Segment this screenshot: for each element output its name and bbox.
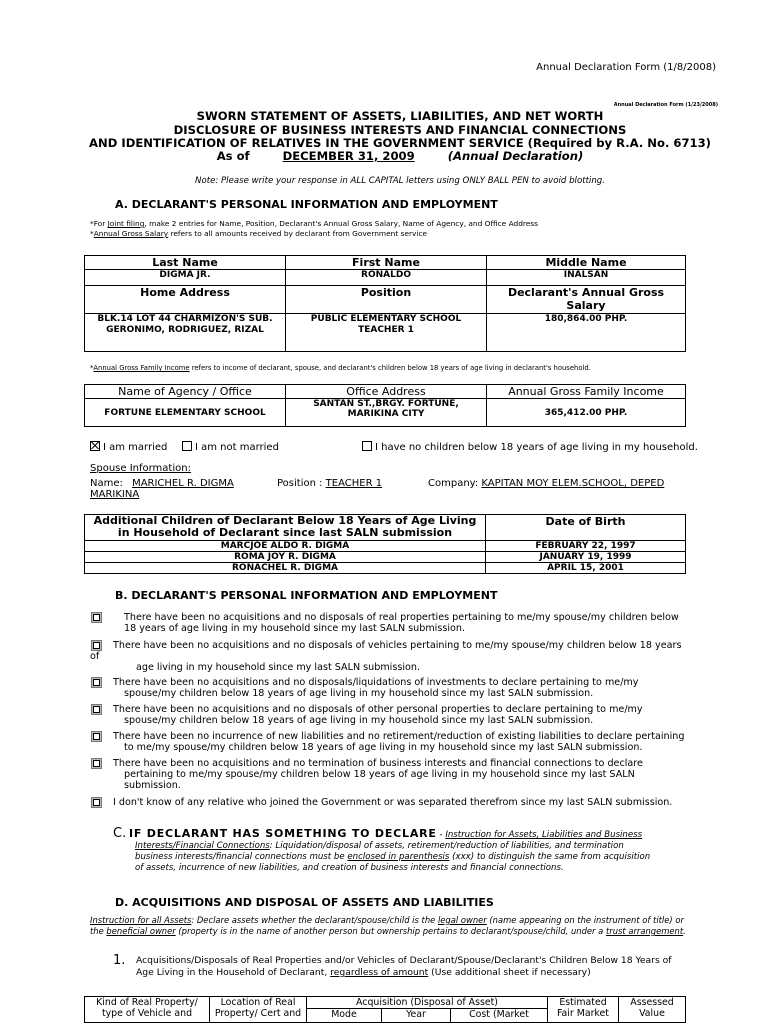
header-last-name: Last Name: [85, 256, 286, 270]
joint-filing-note: *For Joint filing, make 2 entries for Name, Position, Declarant's Annual Gross Salary, Name of Agency, and Office Address: [90, 219, 539, 228]
section-c-letter: C.: [113, 826, 127, 841]
table-row: [85, 541, 686, 552]
child-name: MARCJOE ALDO R. DIGMA: [85, 541, 486, 552]
empty-box-icon[interactable]: [362, 441, 372, 451]
title-line-3: AND IDENTIFICATION OF RELATIVES IN THE GOVERNMENT SERVICE (Required by R.A. No. 6713): [89, 136, 711, 150]
checkbox-icon[interactable]: [91, 731, 102, 742]
table-row: [85, 552, 686, 563]
item-vehicles-of: of: [90, 651, 100, 662]
checkbox-icon[interactable]: [91, 640, 102, 651]
first-name-value: RONALDO: [286, 270, 487, 286]
office-address-value: SANTAN ST.,BRGY. FORTUNE, MARIKINA CITY: [286, 399, 487, 427]
form-label-small: Annual Declaration Form (1/23/2008): [613, 102, 718, 108]
header-cost: Cost (Market: [451, 1009, 548, 1023]
item-description: Acquisitions/Disposals of Real Properties and/or Vehicles of Declarant/Spouse/Declarant's Children Below 18 Years of Age Living in the Household of Declarant, regardless of amount (Use additional sheet if necessary): [136, 955, 672, 978]
child-name: RONACHEL R. DIGMA: [85, 563, 486, 574]
spouse-company-cont: MARIKINA: [90, 489, 140, 500]
header-annual-salary: Declarant's Annual Gross Salary: [487, 286, 686, 314]
header-first-name: First Name: [286, 256, 487, 270]
as-of-suffix: (Annual Declaration): [447, 149, 584, 163]
agency-value: FORTUNE ELEMENTARY SCHOOL: [85, 399, 286, 427]
item-vehicles-cont: age living in my household since my last SALN submission.: [136, 662, 421, 673]
header-position: Position: [286, 286, 487, 314]
table-row: [85, 563, 686, 574]
header-kind: Kind of Real Property/ type of Vehicle and: [85, 997, 210, 1023]
middle-name-value: INALSAN: [487, 270, 686, 286]
section-c-block: C. IF DECLARANT HAS SOMETHING TO DECLARE - Instruction for Assets, Liabilities and Business Interests/Financial Connections: Liquidation/disposal of assets, retirement/reduction of liabilities, and termination business interests/financial connections must be enclosed in parenthesis (xxx) to distinguish the same from acquisition of assets, incurrence of new liabilities, and creation of business interests and financial connections.: [113, 826, 651, 873]
header-office-address: Office Address: [286, 385, 487, 399]
last-name-value: DIGMA JR.: [85, 270, 286, 286]
checkbox-icon[interactable]: [91, 612, 102, 623]
item-vehicles: There have been no acquisitions and no disposals of vehicles pertaining to me/my spouse/my children below 18 years: [113, 640, 682, 651]
header-year: Year: [382, 1009, 451, 1023]
as-of-label: As of: [216, 149, 250, 163]
position-value: PUBLIC ELEMENTARY SCHOOL TEACHER 1: [286, 314, 487, 352]
section-a-title: A. DECLARANT'S PERSONAL INFORMATION AND EMPLOYMENT: [115, 198, 498, 211]
not-married-checkbox[interactable]: I am not married: [182, 441, 279, 453]
married-checkbox[interactable]: I am married: [90, 441, 167, 453]
checked-box-icon[interactable]: [90, 441, 100, 451]
spouse-heading: Spouse Information:: [90, 463, 191, 474]
gross-salary-note: *Annual Gross Salary refers to all amounts received by declarant from Government service: [90, 229, 428, 238]
agency-table: [84, 384, 686, 427]
child-dob: FEBRUARY 22, 1997: [486, 541, 686, 552]
form-label: Annual Declaration Form (1/8/2008): [536, 62, 716, 73]
item-investments: There have been no acquisitions and no disposals/liquidations of investments to declare pertaining to me/my spouse/my children below 18 years of age living in my household since my last SALN submission.: [113, 677, 639, 699]
checkbox-icon[interactable]: [91, 758, 102, 769]
title-line-1: SWORN STATEMENT OF ASSETS, LIABILITIES, AND NET WORTH: [196, 109, 604, 123]
empty-box-icon[interactable]: [182, 441, 192, 451]
item-personal-properties: There have been no acquisitions and no disposals of other personal properties to declare pertaining to me/my spouse/my children below 18 years of age living in my household since my last SALN submission.: [113, 704, 643, 726]
header-home-address: Home Address: [85, 286, 286, 314]
child-name: ROMA JOY R. DIGMA: [85, 552, 486, 563]
section-c-title: IF DECLARANT HAS SOMETHING TO DECLARE: [128, 827, 437, 840]
header-mode: Mode: [307, 1009, 382, 1023]
checkbox-icon[interactable]: [91, 797, 102, 808]
section-d-instruction: Instruction for all Assets: Declare assets whether the declarant/spouse/child is the legal owner (name appearing on the instrument of title) or the beneficial owner (property is in the name of another person but ownership pertains to declarant/spouse/child, under a trust arrangement.: [90, 915, 686, 936]
home-address-value: BLK.14 LOT 44 CHARMIZON'S SUB. GERONIMO, RODRIGUEZ, RIZAL: [85, 314, 286, 352]
header-date-of-birth: Date of Birth: [486, 515, 686, 541]
checkbox-icon[interactable]: [91, 677, 102, 688]
section-d-title: D. ACQUISITIONS AND DISPOSAL OF ASSETS AND LIABILITIES: [115, 896, 494, 909]
spouse-company: KAPITAN MOY ELEM.SCHOOL, DEPED: [481, 478, 665, 489]
spouse-company-line: Company: KAPITAN MOY ELEM.SCHOOL, DEPED: [428, 478, 665, 489]
title-line-2: DISCLOSURE OF BUSINESS INTERESTS AND FINANCIAL CONNECTIONS: [173, 123, 627, 137]
family-income-value: 365,412.00 PHP.: [487, 399, 686, 427]
item-relatives: I don't know of any relative who joined the Government or was separated therefrom since my last SALN submission.: [113, 797, 673, 808]
as-of-date: DECEMBER 31, 2009: [282, 149, 415, 163]
header-middle-name: Middle Name: [487, 256, 686, 270]
header-children: Additional Children of Declarant Below 18 Years of Age Living in Household of Declarant since last SALN submission: [85, 515, 486, 541]
header-agency: Name of Agency / Office: [85, 385, 286, 399]
personal-info-table: [84, 255, 686, 352]
no-children-checkbox[interactable]: I have no children below 18 years of age living in my household.: [362, 441, 698, 453]
child-dob: APRIL 15, 2001: [486, 563, 686, 574]
item-business-interests: There have been no acquisitions and no termination of business interests and financial connections to declare pertaining to me/my spouse/my children below 18 years of age living in my household since my last SALN submission.: [113, 758, 643, 791]
header-fair-market: Estimated Fair Market: [548, 997, 619, 1023]
section-b-title: B. DECLARANT'S PERSONAL INFORMATION AND EMPLOYMENT: [115, 589, 498, 602]
acquisitions-table: [84, 996, 686, 1023]
header-family-income: Annual Gross Family Income: [487, 385, 686, 399]
item-real-properties: There have been no acquisitions and no disposals of real properties pertaining to me/my spouse/my children below 18 years of age living in my household since my last SALN submission.: [124, 612, 679, 634]
checkbox-icon[interactable]: [91, 704, 102, 715]
ballpen-note: Note: Please write your response in ALL CAPITAL letters using ONLY BALL PEN to avoid blotting.: [195, 176, 605, 186]
child-dob: JANUARY 19, 1999: [486, 552, 686, 563]
spouse-name-line: Name: MARICHEL R. DIGMA: [90, 478, 242, 489]
spouse-position: TEACHER 1: [325, 478, 383, 489]
spouse-name: MARICHEL R. DIGMA: [132, 478, 234, 489]
header-assessed: Assessed Value: [619, 997, 686, 1023]
spouse-position-line: Position : TEACHER 1: [277, 478, 386, 489]
header-acquisition: Acquisition (Disposal of Asset): [307, 997, 548, 1009]
annual-salary-value: 180,864.00 PHP.: [487, 314, 686, 352]
header-location: Location of Real Property/ Cert and: [210, 997, 307, 1023]
item-number: 1.: [113, 953, 126, 968]
as-of-line: [0, 150, 768, 163]
children-table: [84, 514, 686, 574]
item-liabilities: There have been no incurrence of new liabilities and no retirement/reduction of existing liabilities to declare pertaining to me/my spouse/my children below 18 years of age living in my household since my last SALN submission.: [113, 731, 685, 753]
family-income-note: *Annual Gross Family Income refers to income of declarant, spouse, and declarant's children below 18 years of age living in declarant's household.: [90, 364, 591, 372]
